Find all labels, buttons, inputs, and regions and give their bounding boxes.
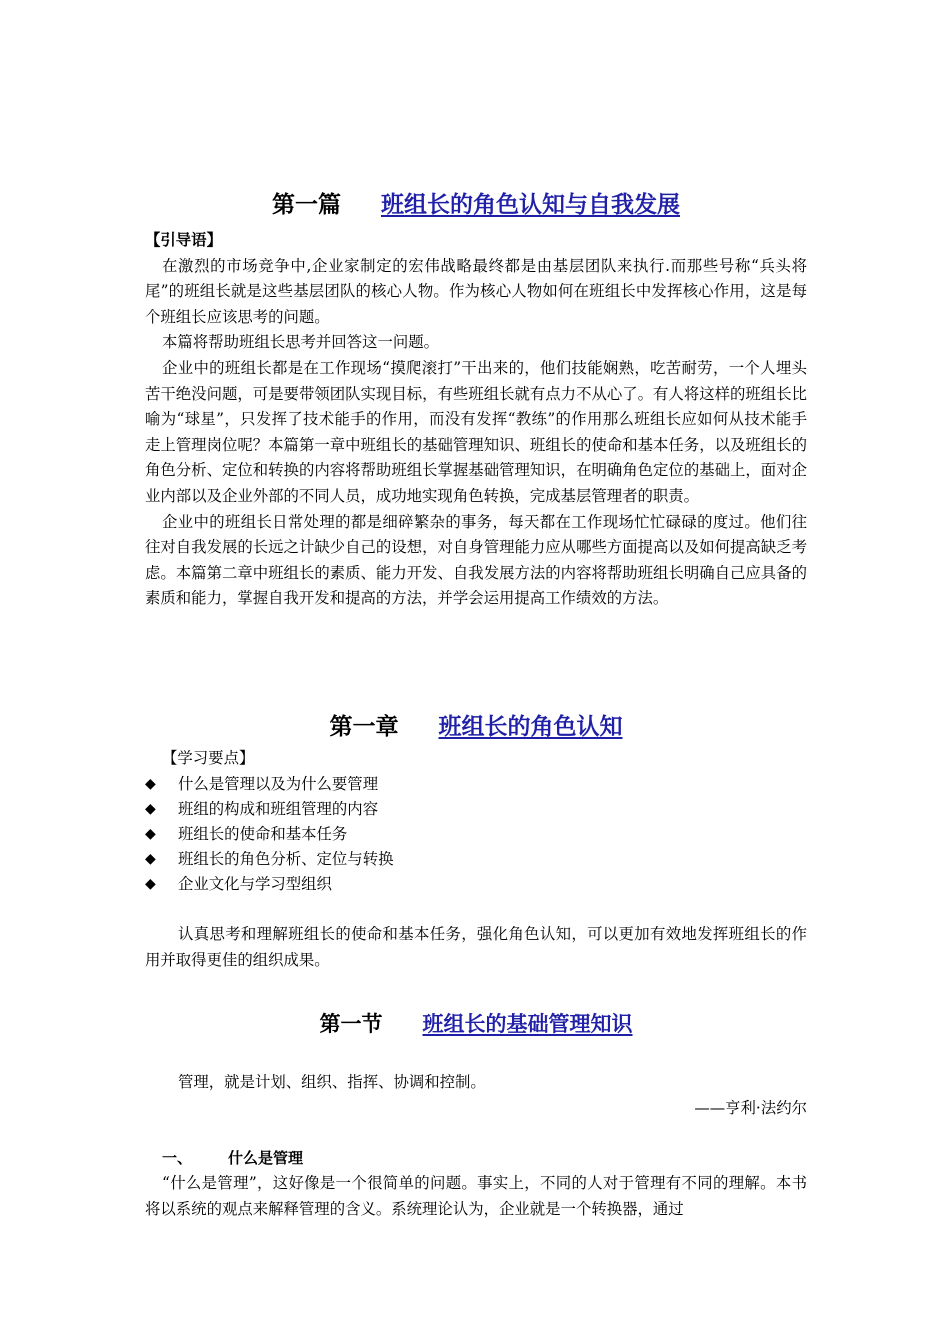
- learning-points-label: 【学习要点】: [162, 749, 255, 767]
- list-item: ◆ 企业文化与学习型组织: [145, 872, 807, 897]
- part-intro: [145, 228, 807, 612]
- learning-points: [145, 746, 807, 897]
- chapter-summary-block: [145, 922, 807, 973]
- quote-author: ——亨利·法约尔: [694, 1098, 807, 1117]
- subsection: [145, 1146, 807, 1222]
- diamond-bullet-icon: ◆: [145, 850, 156, 867]
- subsection-title: 什么是管理: [228, 1149, 304, 1167]
- intro-paragraph-1: 在激烈的市场竞争中,企业家制定的宏伟战略最终都是由基层团队来执行.而那些号称“兵头将尾”的班组长就是这些基层团队的核心人物。作为核心人物如何在班组长中发挥核心作用，这是每个班组长应该思考的问题。: [145, 256, 807, 326]
- diamond-bullet-icon: ◆: [145, 875, 156, 892]
- section-title-link[interactable]: 班组长的基础管理知识: [422, 1011, 633, 1036]
- part-label: 第一篇: [272, 191, 341, 218]
- chapter-title-link[interactable]: 班组长的角色认知: [438, 713, 623, 740]
- intro-paragraph-4: 企业中的班组长日常处理的都是细碎繁杂的事务，每天都在工作现场忙忙碌碌的度过。他们往往对自我发展的长远之计缺少自己的设想，对自身管理能力应从哪些方面提高以及如何提高缺乏考虑。本篇第二章中班组长的素质、能力开发、自我发展方法的内容将帮助班组长明确自己应具备的素质和能力，掌握自我开发和提高的方法，并学会运用提高工作绩效的方法。: [145, 512, 807, 608]
- subsection-number: 一、: [162, 1149, 193, 1167]
- quote-block: [145, 1070, 807, 1121]
- section-heading: [145, 1008, 807, 1038]
- list-item: ◆ 班组长的角色分析、定位与转换: [145, 847, 807, 872]
- intro-paragraph-3: 企业中的班组长都是在工作现场“摸爬滚打”干出来的，他们技能娴熟，吃苦耐劳，一个人埋头苦干绝没问题，可是要带领团队实现目标，有些班组长就有点力不从心了。有人将这样的班组长比喻为“球星”，只发挥了技术能手的作用，而没有发挥“教练”的作用那么班组长应如何从技术能手走上管理岗位呢？本篇第一章中班组长的基础管理知识、班组长的使命和基本任务，以及班组长的角色分析、定位和转换的内容将帮助班组长掌握基础管理知识，在明确角色定位的基础上，面对企业内部以及企业外部的不同人员，成功地实现角色转换，完成基层管理者的职责。: [145, 358, 807, 505]
- diamond-bullet-icon: ◆: [145, 775, 156, 792]
- intro-paragraph-2: 本篇将帮助班组长思考并回答这一问题。: [162, 333, 440, 352]
- diamond-bullet-icon: ◆: [145, 825, 156, 842]
- subsection-heading: [145, 1146, 807, 1171]
- list-item: ◆ 班组长的使命和基本任务: [145, 822, 807, 847]
- section-label: 第一节: [319, 1011, 383, 1036]
- intro-label: 【引导语】: [145, 231, 222, 249]
- list-item: ◆ 什么是管理以及为什么要管理: [145, 772, 807, 797]
- quote-text: 管理，就是计划、组织、指挥、协调和控制。: [178, 1073, 486, 1091]
- chapter-summary: 认真思考和理解班组长的使命和基本任务，强化角色认知，可以更加有效地发挥班组长的作用并取得更佳的组织成果。: [145, 925, 807, 969]
- subsection-body: “什么是管理”，这好像是一个很简单的问题。事实上，不同的人对于管理有不同的理解。本书将以系统的观点来解释管理的含义。系统理论认为，企业就是一个转换器，通过: [145, 1174, 807, 1218]
- chapter-heading: [145, 708, 807, 741]
- part-heading: [145, 186, 807, 219]
- part-title-link[interactable]: 班组长的角色认知与自我发展: [381, 191, 680, 218]
- chapter-label: 第一章: [329, 713, 399, 740]
- diamond-bullet-icon: ◆: [145, 800, 156, 817]
- learning-points-list: [145, 772, 807, 897]
- list-item: ◆ 班组的构成和班组管理的内容: [145, 797, 807, 822]
